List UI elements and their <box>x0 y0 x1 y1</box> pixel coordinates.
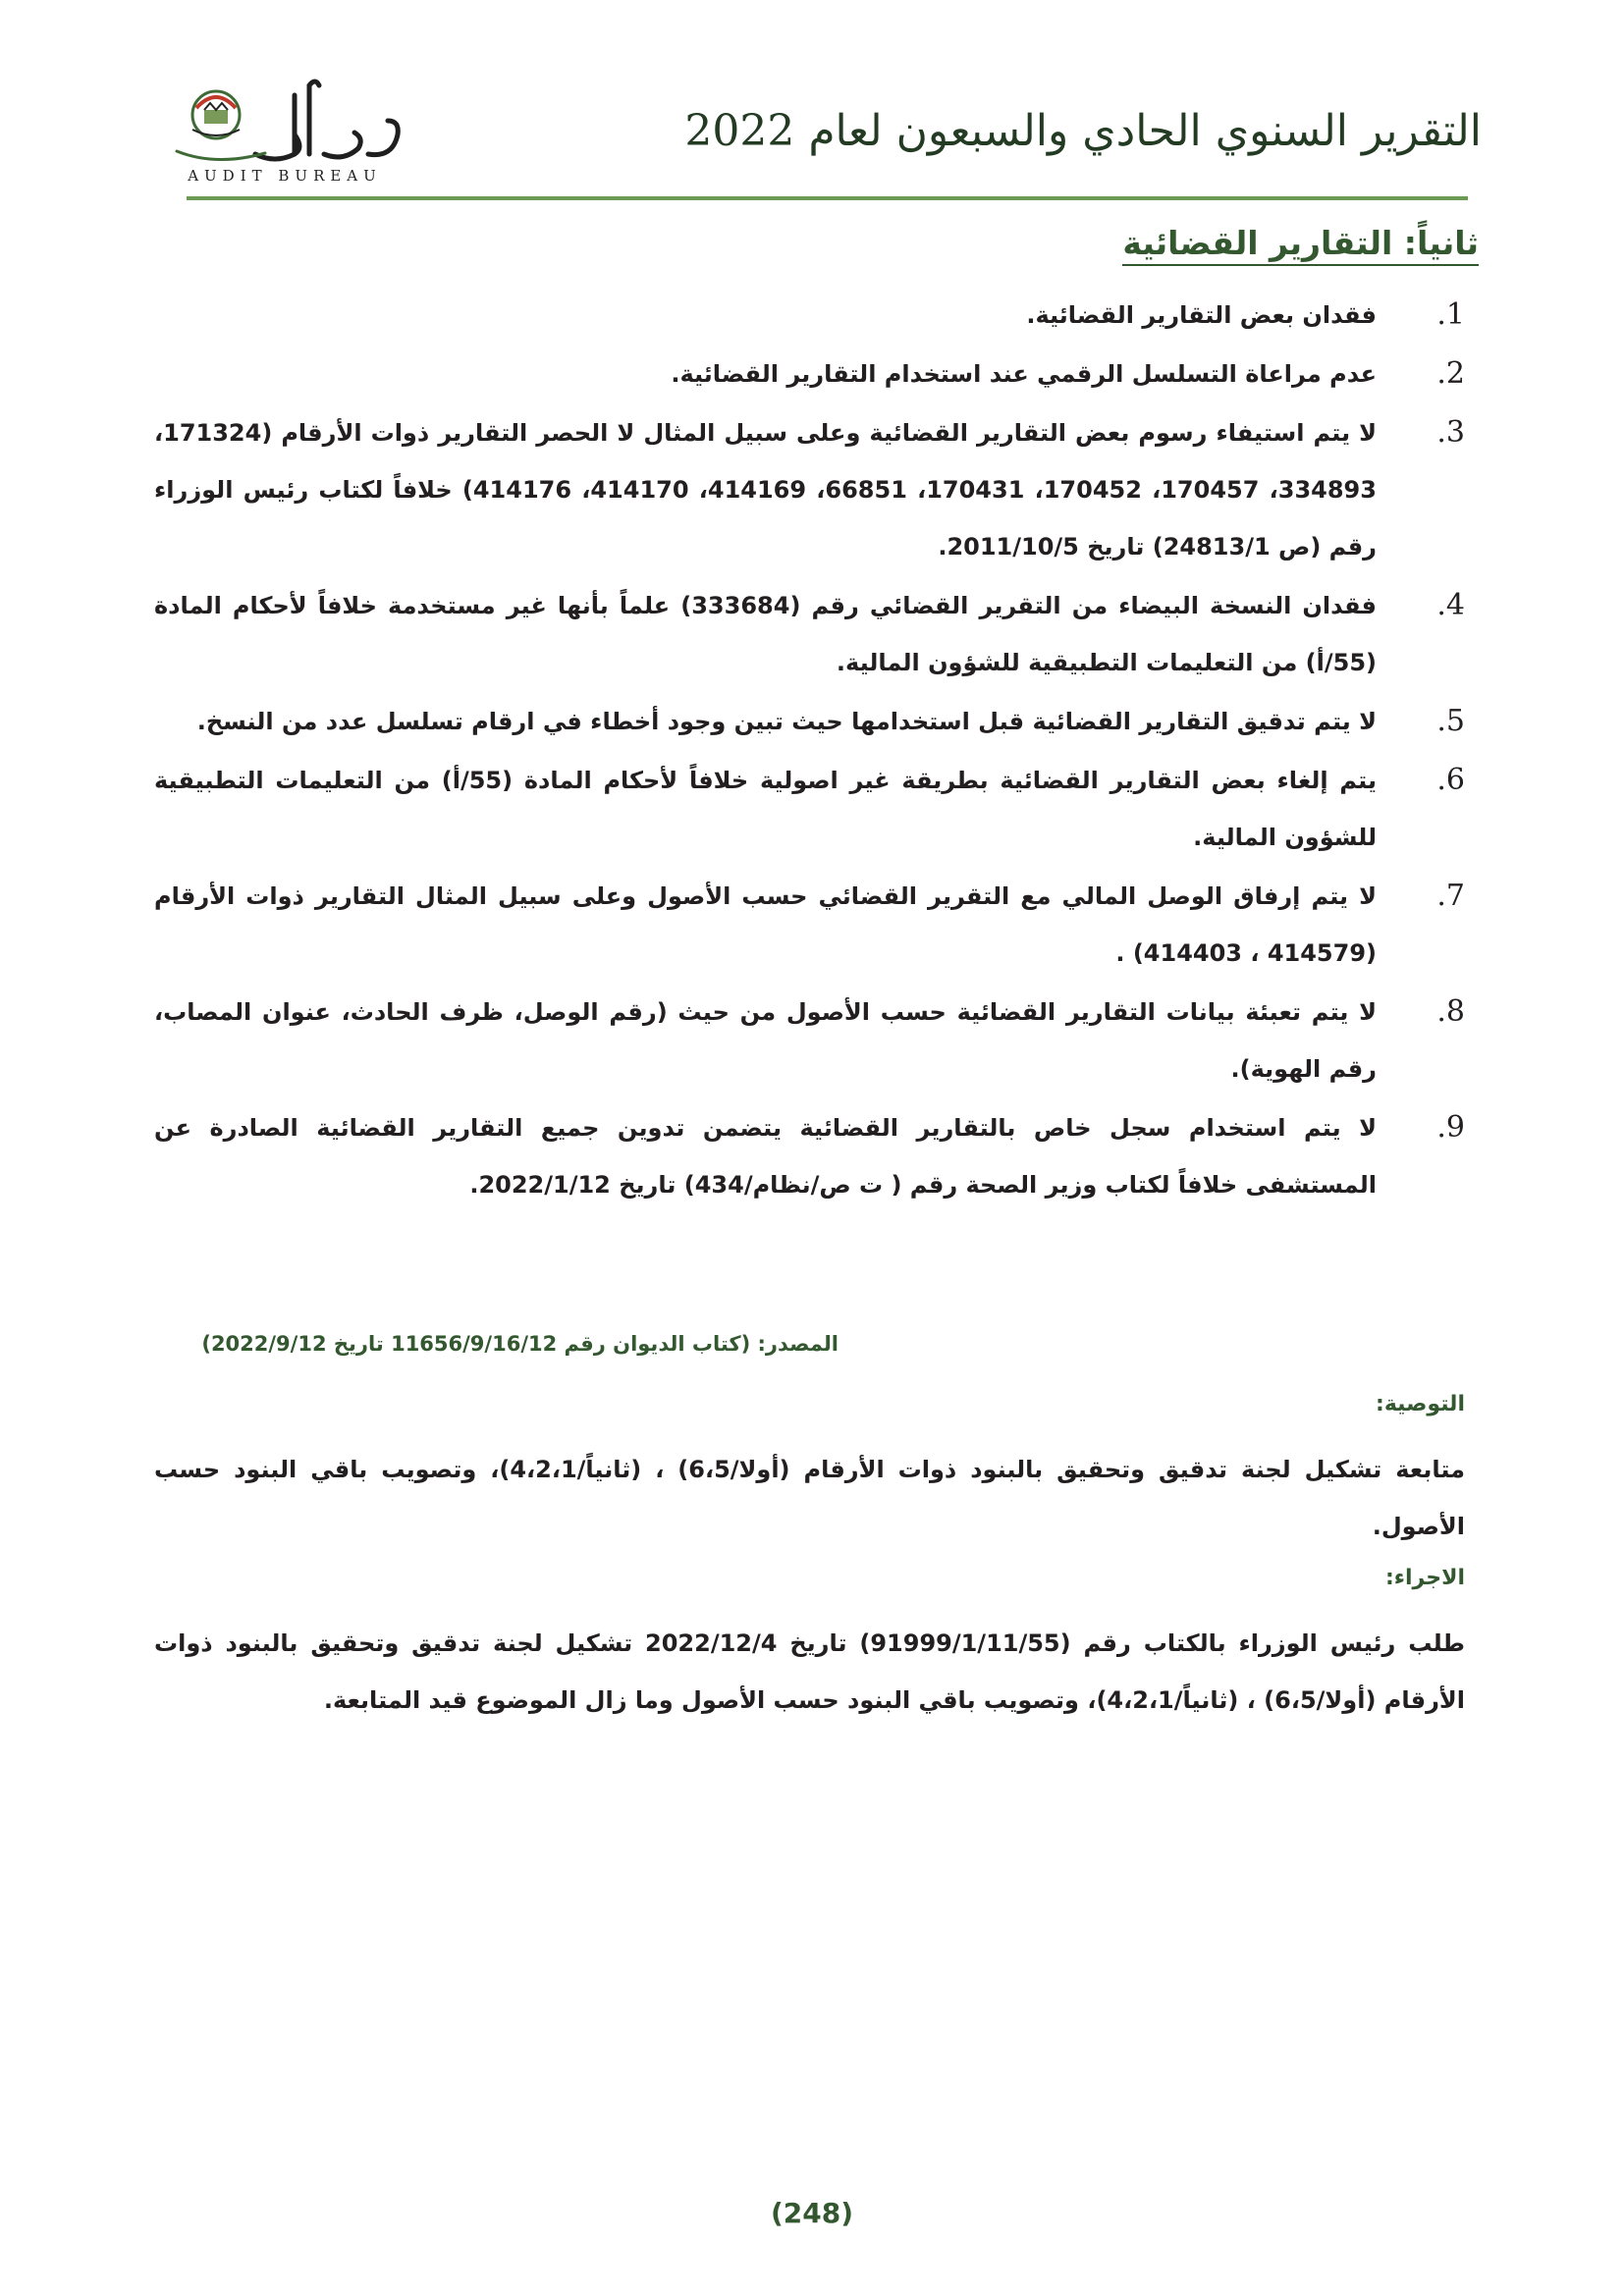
finding-text: لا يتم تدقيق التقارير القضائية قبل استخدامها حيث تبين وجود أخطاء في ارقام تسلسل عدد من النسخ. <box>196 708 1377 735</box>
report-title: التقرير السنوي الحادي والسبعون لعام 2022 <box>684 106 1482 156</box>
finding-text: فقدان بعض التقارير القضائية. <box>1026 301 1377 329</box>
recommendation-heading: التوصية: <box>1376 1392 1465 1416</box>
action-text: طلب رئيس الوزراء بالكتاب رقم (91999/1/11/55) تاريخ 2022/12/4 تشكيل لجنة تدقيق وتحقيق بالبنود ذوات الأرقام (أولا/6،5) ، (ثانياً/4،2،1)، وتصويب باقي البنود حسب الأصول وما زال الموضوع قيد المتابعة. <box>154 1629 1466 1714</box>
source-citation: المصدر: (كتاب الديوان رقم 11656/9/16/12 تاريخ 2022/9/12) <box>201 1332 839 1356</box>
finding-text: لا يتم تعبئة بيانات التقارير القضائية حسب الأصول من حيث (رقم الوصل، ظرف الحادث، عنوان المصاب، رقم الهوية). <box>154 998 1377 1083</box>
recommendation-text: متابعة تشكيل لجنة تدقيق وتحقيق بالبنود ذوات الأرقام (أولا/6،5) ، (ثانياً/4،2،1)، وتصويب باقي البنود حسب الأصول. <box>154 1456 1465 1540</box>
finding-item <box>154 752 1465 866</box>
finding-number: .4 <box>1436 588 1465 622</box>
finding-number: .6 <box>1436 763 1465 797</box>
header-divider <box>187 196 1468 200</box>
finding-item <box>154 693 1465 750</box>
finding-number: .7 <box>1436 879 1465 913</box>
finding-item <box>154 346 1465 402</box>
finding-item <box>154 404 1465 575</box>
finding-number: .9 <box>1436 1110 1465 1145</box>
finding-text: لا يتم استخدام سجل خاص بالتقارير القضائية يتضمن تدوين جميع التقارير القضائية الصادرة عن المستشفى خلافاً لكتاب وزير الصحة رقم ( ت ص/نظام/434) تاريخ 2022/1/12. <box>154 1114 1377 1199</box>
finding-text: فقدان النسخة البيضاء من التقرير القضائي رقم (333684) علماً بأنها غير مستخدمة خلافاً لأحكام المادة (55/أ) من التعليمات التطبيقية للشؤون المالية. <box>154 592 1377 676</box>
findings-list <box>154 287 1465 1215</box>
finding-item <box>154 577 1465 691</box>
finding-text: لا يتم استيفاء رسوم بعض التقارير القضائية وعلى سبيل المثال لا الحصر التقارير ذوات الأرقام (171324، 334893، 170457، 170452، 170431، 66851، 414169، 414170، 414176) خلافاً لكتاب رئيس الوزراء رقم (ص 24813/1) تاريخ 2011/10/5. <box>154 419 1377 561</box>
crown-emblem-icon <box>192 91 240 138</box>
finding-number: .3 <box>1436 415 1465 450</box>
finding-text: لا يتم إرفاق الوصل المالي مع التقرير القضائي حسب الأصول وعلى سبيل المثال التقارير ذوات الأرقام (414579 ، 414403) . <box>154 882 1377 967</box>
finding-item <box>154 984 1465 1097</box>
finding-number: .1 <box>1436 297 1465 332</box>
logo-caption: AUDIT BUREAU <box>188 167 382 185</box>
finding-text: عدم مراعاة التسلسل الرقمي عند استخدام التقارير القضائية. <box>671 360 1377 388</box>
section-heading: ثانياً: التقارير القضائية <box>1122 224 1479 266</box>
finding-item <box>154 868 1465 982</box>
page-number: (248) <box>770 2197 854 2229</box>
finding-item <box>154 287 1465 344</box>
finding-number: .8 <box>1436 994 1465 1029</box>
finding-number: .5 <box>1436 704 1465 738</box>
finding-number: .2 <box>1436 356 1465 391</box>
action-heading: الاجراء: <box>1384 1566 1465 1590</box>
finding-text: يتم إلغاء بعض التقارير القضائية بطريقة غير اصولية خلافاً لأحكام المادة (55/أ) من التعليمات التطبيقية للشؤون المالية. <box>154 767 1377 851</box>
finding-item <box>154 1099 1465 1213</box>
